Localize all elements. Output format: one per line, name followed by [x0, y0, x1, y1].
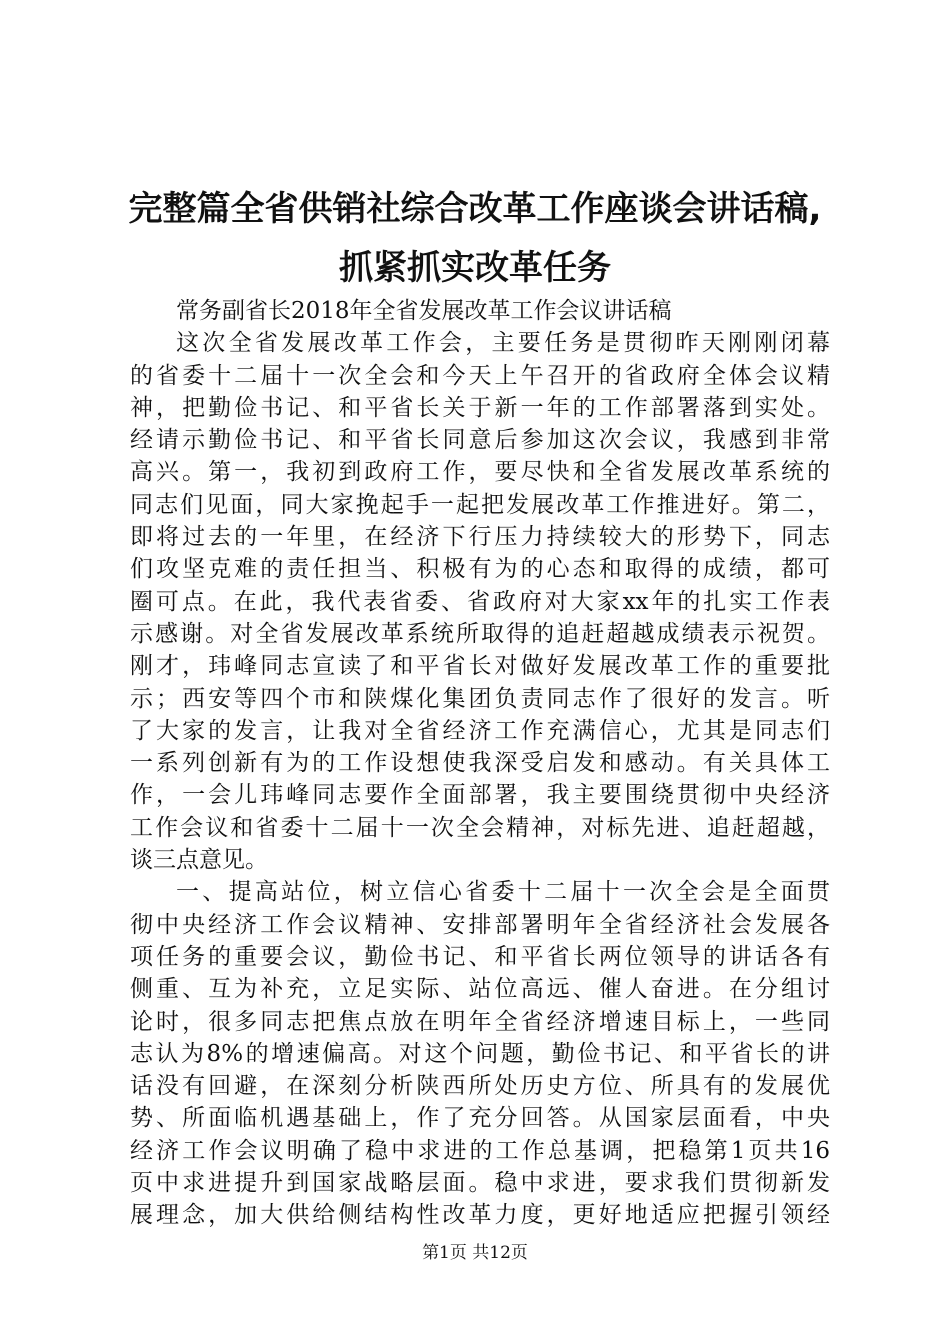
body-text-line: 侧重、互为补充，立足实际、站位高远、催人奋进。在分组讨 [130, 976, 830, 1003]
body-text-line: 高兴。第一，我初到政府工作，要尽快和全省发展改革系统的 [130, 459, 830, 486]
body-text-line: 示感谢。对全省发展改革系统所取得的追赶超越成绩表示祝贺。 [130, 620, 830, 647]
body-text-line: 一系列创新有为的工作设想使我深受启发和感动。有关具体工 [130, 750, 830, 777]
body-text-line: 志认为8%的增速偏高。对这个问题，勤俭书记、和平省长的讲 [130, 1040, 830, 1067]
body-text-line: 同志们见面，同大家挽起手一起把发展改革工作推进好。第二， [130, 491, 830, 518]
body-text-line: 常务副省长2018年全省发展改革工作会议讲话稿 [176, 298, 672, 324]
body-text-line: 经济工作会议明确了稳中求进的工作总基调，把稳第1页共16 [130, 1137, 830, 1164]
body-text-line: 一、提高站位，树立信心省委十二届十一次全会是全面贯 [176, 879, 830, 906]
body-text-line: 即将过去的一年里，在经济下行压力持续较大的形势下，同志 [130, 524, 830, 551]
document-body [130, 295, 830, 1232]
body-text-line: 刚才，玮峰同志宣读了和平省长对做好发展改革工作的重要批 [130, 653, 830, 680]
body-text-line: 势、所面临机遇基础上，作了充分回答。从国家层面看，中央 [130, 1105, 830, 1132]
body-text-line: 谈三点意见。 [130, 847, 268, 874]
body-text-line: 示；西安等四个市和陕煤化集团负责同志作了很好的发言。听 [130, 685, 830, 712]
document-title-line-1: 完整篇全省供销社综合改革工作座谈会讲话稿, [128, 189, 822, 229]
body-text-line: 彻中央经济工作会议精神、安排部署明年全省经济社会发展各 [130, 911, 830, 938]
body-text-line: 话没有回避，在深刻分析陕西所处历史方位、所具有的发展优 [130, 1073, 830, 1100]
page-footer: 第1页 共12页 [422, 1243, 528, 1263]
body-text-line: 神，把勤俭书记、和平省长关于新一年的工作部署落到实处。 [130, 394, 830, 421]
body-text-line: 作，一会儿玮峰同志要作全面部署，我主要围绕贯彻中央经济 [130, 782, 830, 809]
body-text-line: 页中求进提升到国家战略层面。稳中求进，要求我们贯彻新发 [130, 1170, 830, 1197]
document-title-line-2: 抓紧抓实改革任务 [339, 248, 611, 288]
body-text-line: 项任务的重要会议，勤俭书记、和平省长两位领导的讲话各有 [130, 943, 830, 970]
body-text-line: 圈可点。在此，我代表省委、省政府对大家xx年的扎实工作表 [130, 588, 830, 615]
body-text-line: 了大家的发言，让我对全省经济工作充满信心，尤其是同志们 [130, 717, 830, 744]
body-text-line: 们攻坚克难的责任担当、积极有为的心态和取得的成绩，都可 [130, 556, 830, 583]
body-text-line: 论时，很多同志把焦点放在明年全省经济增速目标上，一些同 [130, 1008, 830, 1035]
body-text-line: 的省委十二届十一次全会和今天上午召开的省政府全体会议精 [130, 362, 830, 389]
body-text-line: 这次全省发展改革工作会，主要任务是贯彻昨天刚刚闭幕 [176, 330, 830, 357]
body-text-line: 经请示勤俭书记、和平省长同意后参加这次会议，我感到非常 [130, 427, 830, 454]
body-text-line: 工作会议和省委十二届十一次全会精神，对标先进、追赶超越， [130, 814, 830, 841]
body-text-line: 展理念，加大供给侧结构性改革力度，更好地适应把握引领经 [130, 1202, 830, 1229]
